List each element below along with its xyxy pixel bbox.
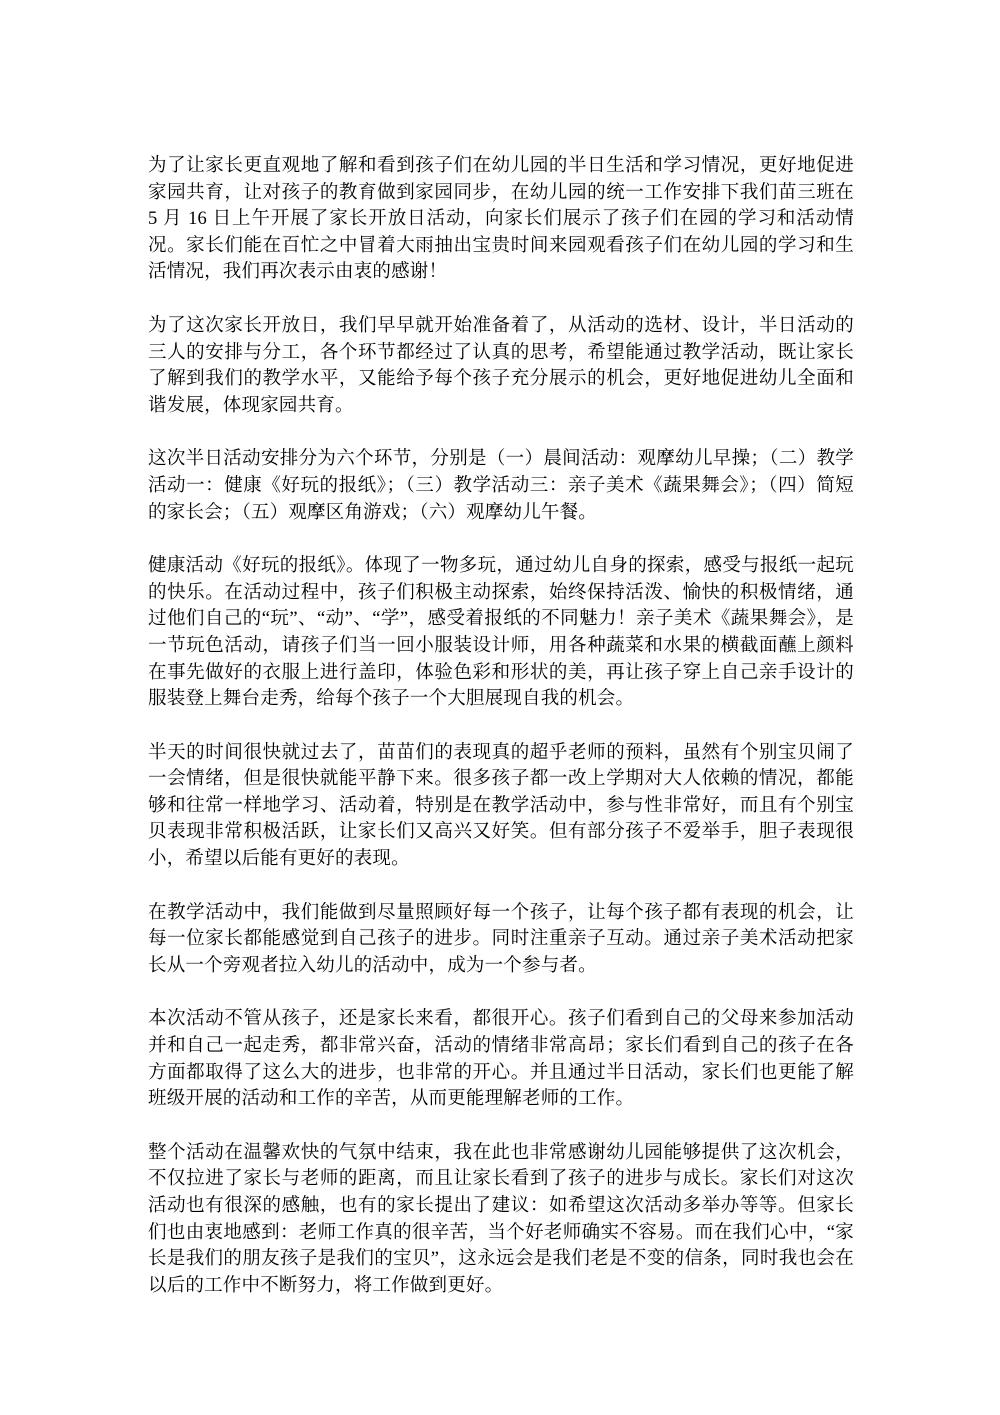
paragraph: 整个活动在温馨欢快的气氛中结束，我在此也非常感谢幼儿园能够提供了这次机会，不仅拉进了家长与老师的距离，而且让家长看到了孩子的进步与成长。家长们对这次活动也有很深的感触，也有的家长提出了建议：如希望这次活动多举办等等。但家长们也由衷地感到：老师工作真的很辛苦，当个好老师确实不容易。而在我们心中，“家长是我们的朋友孩子是我们的宝贝”，这永远会是我们老是不变的信条，同时我也会在以后的工作中不断努力，将工作做到更好。 [148, 1142, 854, 1296]
paragraph: 这次半日活动安排分为六个环节，分别是（一）晨间活动：观摩幼儿早操；（二）教学活动一：健康《好玩的报纸》；（三）教学活动三：亲子美术《蔬果舞会》；（四）简短的家长会；（五）观摩区角游戏；（六）观摩幼儿午餐。 [148, 449, 854, 523]
document-page [148, 153, 854, 1326]
paragraph: 为了让家长更直观地了解和看到孩子们在幼儿园的半日生活和学习情况，更好地促进家园共育，让对孩子的教育做到家园同步，在幼儿园的统一工作安排下我们苗三班在 5 月 16 日上午开展了家长开放日活动，向家长们展示了孩子们在园的学习和活动情况。家长们能在百忙之中冒着大雨抽出宝贵时间来园观看孩子们在幼儿园的学习和生活情况，我们再次表示由衷的感谢！ [148, 156, 854, 283]
paragraph: 健康活动《好玩的报纸》。体现了一物多玩，通过幼儿自身的探索，感受与报纸一起玩的快乐。在活动过程中，孩子们积极主动探索，始终保持活泼、愉快的积极情绪，通过他们自己的“玩”、“动”、“学”，感受着报纸的不同魅力！亲子美术《蔬果舞会》，是一节玩色活动，请孩子们当一回小服装设计师，用各种蔬菜和水果的横截面蘸上颜料在事先做好的衣服上进行盖印，体验色彩和形状的美，再让孩子穿上自己亲手设计的服装登上舞台走秀，给每个孩子一个大胆展现自我的机会。 [148, 556, 854, 710]
paragraph: 半天的时间很快就过去了，苗苗们的表现真的超乎老师的预料，虽然有个别宝贝闹了一会情绪，但是很快就能平静下来。很多孩子都一改上学期对大人依赖的情况，都能够和往常一样地学习、活动着，特别是在教学活动中，参与性非常好，而且有个别宝贝表现非常积极活跃，让家长们又高兴又好笑。但有部分孩子不爱举手，胆子表现很小，希望以后能有更好的表现。 [148, 742, 854, 870]
paragraph: 在教学活动中，我们能做到尽量照顾好每一个孩子，让每个孩子都有表现的机会，让每一位家长都能感觉到自己孩子的进步。同时注重亲子互动。通过亲子美术活动把家长从一个旁观者拉入幼儿的活动中，成为一个参与者。 [148, 902, 854, 976]
paragraph: 为了这次家长开放日，我们早早就开始准备着了，从活动的选材、设计，半日活动的三人的安排与分工，各个环节都经过了认真的思考，希望能通过教学活动，既让家长了解到我们的教学水平，又能给予每个孩子充分展示的机会，更好地促进幼儿全面和谐发展，体现家园共育。 [148, 315, 854, 416]
paragraph: 本次活动不管从孩子，还是家长来看，都很开心。孩子们看到自己的父母来参加活动并和自己一起走秀，都非常兴奋，活动的情绪非常高昂；家长们看到自己的孩子在各方面都取得了这么大的进步，也非常的开心。并且通过半日活动，家长们也更能了解班级开展的活动和工作的辛苦，从而更能理解老师的工作。 [148, 1009, 854, 1110]
